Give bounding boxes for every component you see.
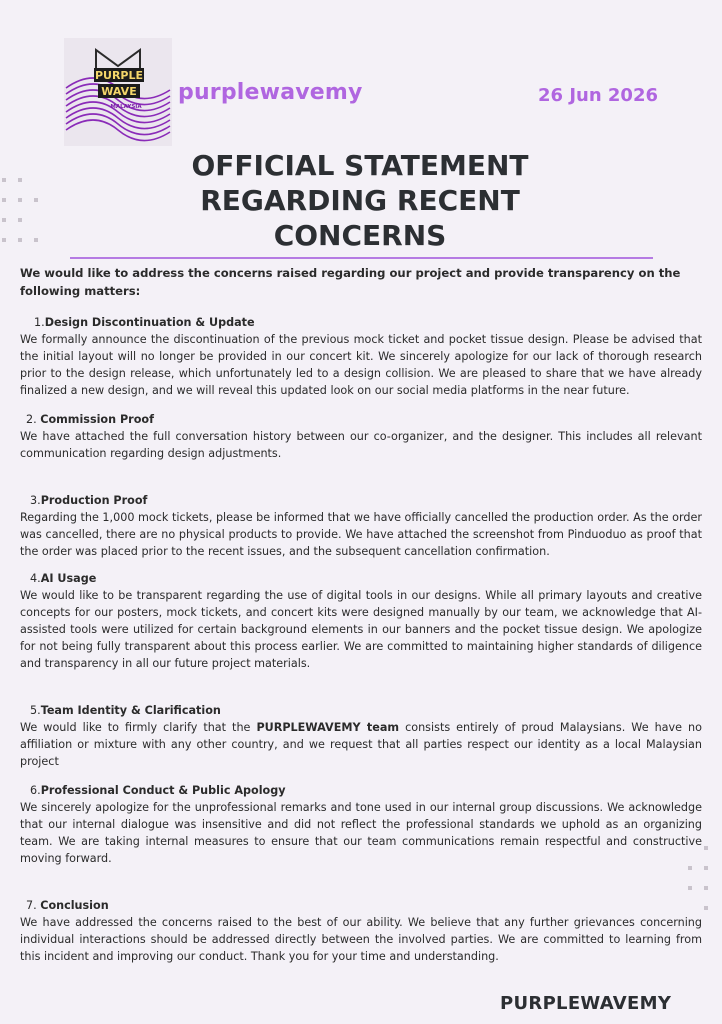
svg-text:WAVE: WAVE [101, 85, 137, 98]
footer-signature: PURPLEWAVEMY [500, 993, 672, 1014]
section-design-discontinuation [20, 314, 702, 399]
section-heading: 7. Conclusion [26, 899, 109, 912]
section-heading: 2. Commission Proof [26, 413, 154, 426]
section-heading: 4.AI Usage [30, 572, 97, 585]
decorative-dots-left [0, 178, 44, 248]
section-body: We have addressed the concerns raised to the best of our ability. We believe that any further grievances concerning individual interactions should be addressed directly between the involved parties. We are committed to learning from this incident and improving our conduct. Thank you for your time and understanding. [20, 916, 702, 963]
section-body: We sincerely apologize for the unprofessional remarks and tone used in our internal group discussions. We acknowledge that our internal dialogue was insensitive and did not reflect the professional standards we uphold as an organizing team. We are taking internal measures to ensure that our team communications remain respectful and constructive moving forward. [20, 801, 702, 865]
section-heading: 6.Professional Conduct & Public Apology [30, 784, 286, 797]
section-ai-usage [20, 570, 702, 672]
wave-logo-graphic [64, 38, 172, 146]
title-line: CONCERNS [273, 219, 447, 252]
section-heading: 1.Design Discontinuation & Update [34, 316, 255, 329]
statement-body [20, 264, 702, 965]
svg-text:MALAYSIA: MALAYSIA [110, 104, 142, 110]
logo [64, 38, 172, 146]
section-body: We would like to be transparent regarding the use of digital tools in our designs. While all primary layouts and creative concepts for our posters, mock tickets, and concert kits were designed manually by our team, we acknowledge that AI-assisted tools were utilized for certain background elements in our banners and the pocket tissue design. We apologize for not being fully transparent about this process earlier. We are committed to maintaining higher standards of diligence and transparency in all our future project materials. [20, 589, 702, 670]
section-body: We formally announce the discontinuation of the previous mock ticket and pocket tissue design. Please be advised that the initial layout will no longer be provided in our concert kit. We sincerely apologize for our lack of thorough research prior to the design release, which unfortunately led to a design collision. We are pleased to share that we have already finalized a new design, and we will reveal this updated look on our social media platforms in the near future. [20, 333, 702, 397]
team-name-emphasis: PURPLEWAVEMY team [256, 721, 400, 734]
section-body: We would like to firmly clarify that the PURPLEWAVEMY team consists entirely of proud Malaysians. We have no affiliation or mixture with any other country, and we request that all parties respect our identity as a local Malaysian project [20, 721, 702, 768]
section-heading: 5.Team Identity & Clarification [30, 704, 221, 717]
section-team-identity [20, 702, 702, 770]
section-production-proof [20, 492, 702, 560]
svg-text:PURPLE: PURPLE [94, 69, 144, 82]
title-divider [70, 257, 653, 259]
title-line: OFFICIAL STATEMENT [191, 149, 529, 182]
brand-name: purplewavemy [178, 80, 363, 105]
section-commission-proof [20, 411, 702, 462]
section-body: We have attached the full conversation history between our co-organizer, and the designer. This includes all relevant communication regarding design adjustments. [20, 430, 702, 460]
page-title [150, 148, 570, 253]
statement-date: 26 Jun 2026 [538, 85, 659, 106]
section-body: Regarding the 1,000 mock tickets, please be informed that we have officially cancelled the production order. As the order was cancelled, there are no physical products to provide. We have attached the screenshot from Pinduoduo as proof that the order was placed prior to the recent issues, and the subsequent cancellation confirmation. [20, 511, 702, 558]
section-conclusion [20, 897, 702, 965]
title-line: REGARDING RECENT [200, 184, 520, 217]
section-professional-conduct [20, 782, 702, 867]
section-heading: 3.Production Proof [30, 494, 148, 507]
intro-paragraph: We would like to address the concerns raised regarding our project and provide transparency on the following matters: [20, 266, 681, 298]
